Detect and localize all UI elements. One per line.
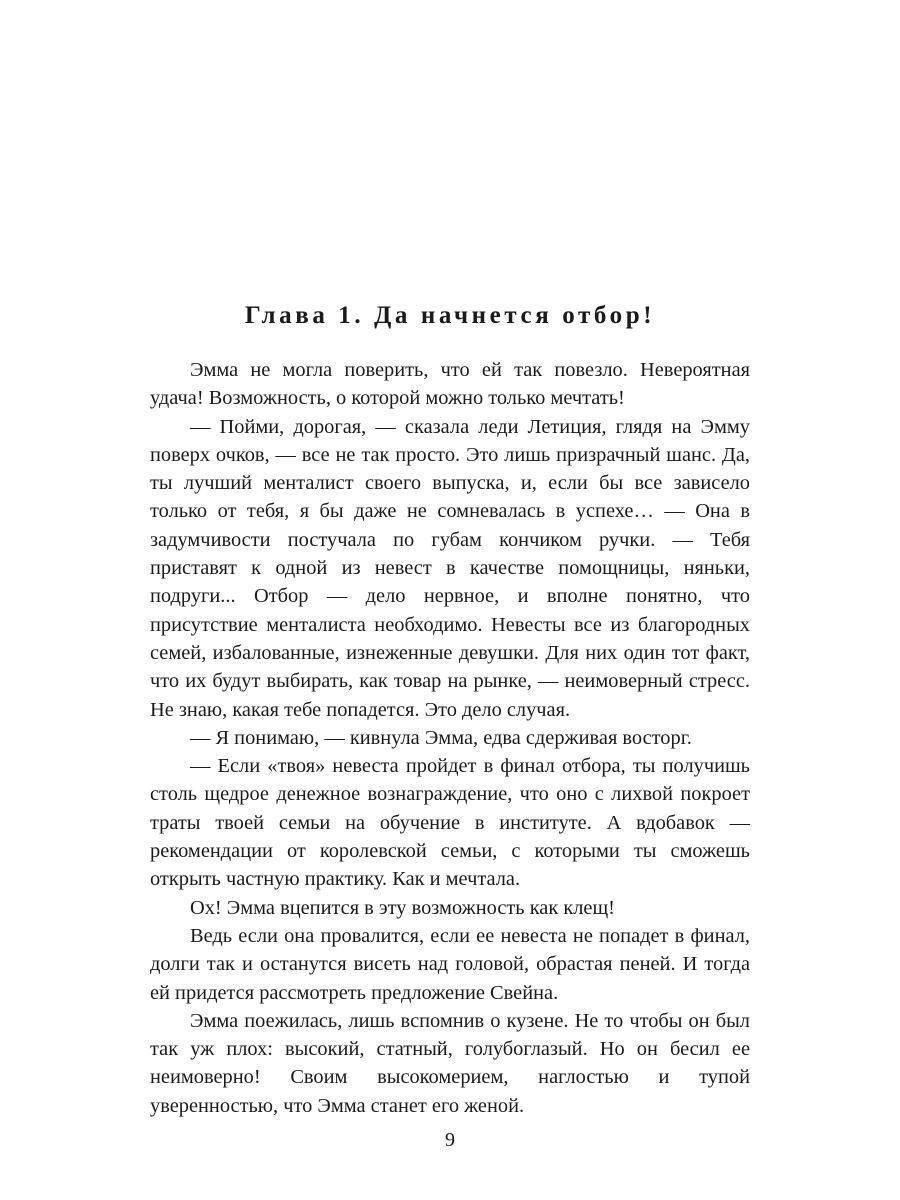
paragraph: Эмма поежилась, лишь вспомнив о кузене. Не то чтобы он был так уж плох: высокий, статный, голубоглазый. Но он бесил ее неимоверно! Своим высокомерием, наглостью и тупой уверенностью, что Эмма станет его женой. [150,1009,750,1117]
chapter-body [150,356,750,1120]
paragraph: — Пойми, дорогая, — сказала леди Летиция, глядя на Эмму поверх очков, — все не так просто. Это лишь призрачный шанс. Да, ты лучший менталист своего выпуска, и, если бы все зависело только от тебя, я бы даже не сомневалась в успехе… — Она в задумчивости постучала по губам кончиком ручки. — Тебя приставят к одной из невест в качестве помощницы, няньки, подруги... Отбор — дело нервное, и вполне понятно, что присутствие менталиста необходимо. Невесты все из благородных семей, избалованные, изнеженные девушки. Для них один тот факт, что их будут выбирать, как товар на рынке, — неимоверный стресс. Не знаю, какая тебе попадется. Это дело случая. [150,415,750,721]
paragraph: Эмма не могла поверить, что ей так повезло. Невероятная удача! Возможность, о которой можно только мечтать! [150,359,750,410]
paragraph: — Я понимаю, — кивнула Эмма, едва сдерживая восторг. [190,726,692,749]
chapter-title: Глава 1. Да начнется отбор! [244,302,656,329]
paragraph: Ведь если она провалится, если ее невеста не попадет в финал, долги так и останутся висеть над головой, обрастая пеней. И тогда ей придется рассмотреть предложение Свейна. [150,924,750,1004]
paragraph: Ох! Эмма вцепится в эту возможность как клещ! [190,896,615,919]
paragraph: — Если «твоя» невеста пройдет в финал отбора, ты получишь столь щедрое денежное вознаграждение, что оно с лихвой покроет траты твоей семьи на обучение в институте. А вдобавок — рекомендации от королевской семьи, с которыми ты сможешь открыть частную практику. Как и мечтала. [150,755,750,891]
page-number: 9 [445,1129,455,1151]
